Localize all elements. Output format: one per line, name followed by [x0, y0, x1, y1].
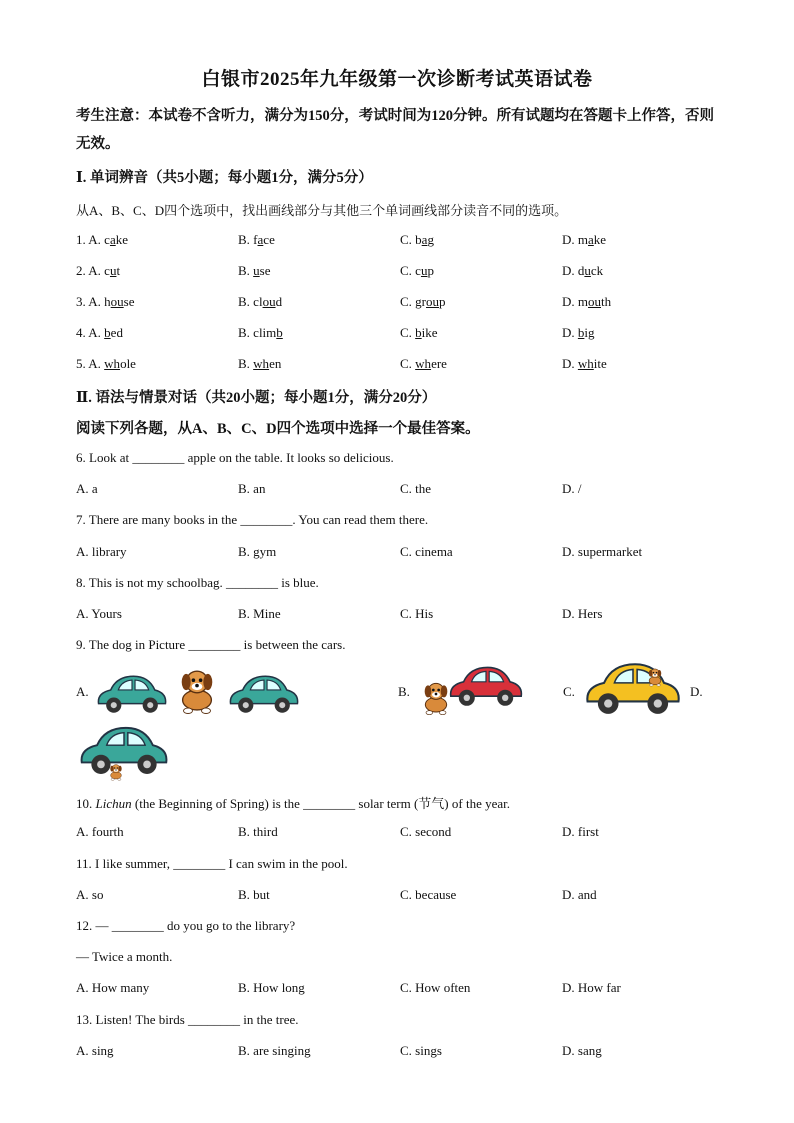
q7-option-a[interactable]: A. library [76, 544, 127, 559]
q6-option-b[interactable]: B. an [238, 481, 266, 496]
q1-option-a[interactable] [76, 232, 128, 248]
q10-option-d[interactable]: D. first [562, 824, 599, 839]
option-word: white [577, 356, 607, 371]
option-word: group [415, 294, 446, 309]
q7-stem: 7. There are many books in the ________. You can read them there. [76, 512, 429, 527]
underlined-part: a [421, 232, 428, 247]
option-letter: 4. A. [76, 325, 105, 340]
q11-option-c[interactable]: C. because [400, 887, 457, 902]
option-word: cloud [253, 294, 283, 309]
option-word: house [104, 294, 135, 309]
q9-option-c-label[interactable]: C. [563, 684, 575, 699]
option-word: bed [104, 325, 123, 340]
q7-option-b[interactable]: B. gym [238, 544, 277, 559]
q12-stem: 12. — ________ do you go to the library? [76, 918, 296, 933]
option-letter: D. [562, 263, 578, 278]
underlined-part: b [415, 325, 422, 340]
option-word: when [253, 356, 282, 371]
car-icon [94, 670, 170, 716]
underlined-part: u [253, 263, 260, 278]
option-letter: D. [562, 294, 578, 309]
q13-option-d[interactable]: D. sang [562, 1043, 602, 1058]
q5-option-c[interactable] [400, 356, 447, 372]
underlined-part: wh [577, 356, 594, 371]
q9-picture-a[interactable] [94, 664, 304, 720]
q9-option-b-label[interactable]: B. [398, 684, 410, 699]
exam-notice: 考生注意：本试卷不含听力，满分为150分，考试时间为120分钟。所有试题均在答题卡上作答，否则无效。 [76, 108, 714, 152]
q1-option-d[interactable] [562, 232, 606, 248]
underlined-part: ou [262, 294, 276, 309]
car-icon [226, 670, 302, 716]
underlined-part: b [104, 325, 111, 340]
q3-option-d[interactable] [562, 294, 611, 310]
option-letter: C. [400, 325, 416, 340]
option-word: face [253, 232, 275, 247]
option-letter: B. [238, 263, 254, 278]
option-letter: B. [238, 356, 254, 371]
section1-heading: Ⅰ. 单词辨音（共5小题；每小题1分，满分5分） [76, 170, 373, 186]
q4-option-b[interactable] [238, 325, 283, 341]
dog-icon [644, 666, 666, 688]
q12-option-a[interactable]: A. How many [76, 980, 150, 995]
q7-option-c[interactable]: C. cinema [400, 544, 453, 559]
q9-picture-d[interactable] [76, 720, 172, 782]
q9-option-d-label[interactable]: D. [690, 684, 703, 699]
option-word: use [253, 263, 271, 278]
q12-reply: — Twice a month. [76, 949, 173, 964]
underlined-part: wh [104, 356, 121, 371]
q6-option-a[interactable]: A. a [76, 481, 98, 496]
q12-option-b[interactable]: B. How long [238, 980, 305, 995]
q10-italic-term: Lichun [95, 796, 132, 811]
option-letter: C. [400, 356, 416, 371]
option-letter: 1. A. [76, 232, 105, 247]
q8-option-d[interactable]: D. Hers [562, 606, 603, 621]
option-word: make [577, 232, 607, 247]
dog-icon [416, 678, 456, 718]
q4-option-a[interactable] [76, 325, 123, 341]
option-word: whole [104, 356, 136, 371]
section1-instruction: 从A、B、C、D四个选项中，找出画线部分与其他三个单词画线部分读音不同的选项。 [76, 203, 568, 218]
car-icon [446, 660, 526, 710]
option-letter: D. [562, 232, 578, 247]
option-word: where [415, 356, 447, 371]
q3-option-c[interactable] [400, 294, 446, 310]
q13-stem: 13. Listen! The birds ________ in the tree. [76, 1012, 299, 1027]
q2-option-a[interactable] [76, 263, 120, 279]
q4-option-c[interactable] [400, 325, 438, 341]
q8-option-c[interactable]: C. His [400, 606, 434, 621]
option-word: bike [415, 325, 438, 340]
q12-option-c[interactable]: C. How often [400, 980, 471, 995]
q12-option-d[interactable]: D. How far [562, 980, 621, 995]
option-word: climb [253, 325, 283, 340]
option-word: duck [577, 263, 604, 278]
option-letter: C. [400, 232, 416, 247]
option-letter: 5. A. [76, 356, 105, 371]
dog-icon [170, 664, 224, 718]
option-word: bag [415, 232, 434, 247]
q11-stem: 11. I like summer, ________ I can swim in the pool. [76, 856, 348, 871]
option-letter: 3. A. [76, 294, 105, 309]
q10-option-c[interactable]: C. second [400, 824, 452, 839]
q9-stem: 9. The dog in Picture ________ is between the cars. [76, 637, 346, 652]
q10-option-b[interactable]: B. third [238, 824, 278, 839]
q5-option-b[interactable] [238, 356, 281, 372]
underlined-part: u [109, 263, 117, 278]
option-letter: D. [562, 325, 578, 340]
q3-option-b[interactable] [238, 294, 282, 310]
underlined-part: u [420, 263, 428, 278]
section2-heading: Ⅱ. 语法与情景对话（共20小题；每小题1分，满分20分） [76, 390, 437, 406]
q13-option-a[interactable]: A. sing [76, 1043, 114, 1058]
q8-option-a[interactable]: A. Yours [76, 606, 122, 621]
q11-option-b[interactable]: B. but [238, 887, 270, 902]
q10-stem-text: (the Beginning of Spring) is the ________ solar term (节气) of the year. [131, 796, 510, 811]
q13-option-c[interactable]: C. sings [400, 1043, 442, 1058]
underlined-part: u [584, 263, 591, 278]
underlined-part: wh [253, 356, 270, 371]
q3-option-a[interactable] [76, 294, 135, 310]
q9-option-a-label[interactable]: A. [76, 684, 89, 699]
q10-option-a[interactable]: A. fourth [76, 824, 124, 839]
underlined-part: a [109, 232, 116, 247]
underlined-part: b [276, 325, 283, 340]
dog-icon [106, 762, 126, 782]
q4-option-d[interactable] [562, 325, 595, 341]
option-letter: B. [238, 325, 254, 340]
q2-option-b[interactable] [238, 263, 271, 279]
q10-stem [76, 793, 510, 812]
underlined-part: ou [110, 294, 124, 309]
q8-option-b[interactable]: B. Mine [238, 606, 281, 621]
q10-number: 10. [76, 796, 96, 811]
q1-option-c[interactable] [400, 232, 434, 248]
q7-option-d[interactable]: D. supermarket [562, 544, 643, 559]
section2-instruction: 阅读下列各题，从A、B、C、D四个选项中选择一个最佳答案。 [76, 421, 480, 437]
q2-option-c[interactable] [400, 263, 434, 279]
q5-option-d[interactable] [562, 356, 607, 372]
q9-picture-b[interactable] [416, 660, 526, 720]
q1-option-b[interactable] [238, 232, 275, 248]
option-word: cup [415, 263, 434, 278]
underlined-part: b [577, 325, 585, 340]
option-letter: B. [238, 294, 254, 309]
option-word: big [577, 325, 595, 340]
underlined-part: ou [426, 294, 440, 309]
q6-option-d[interactable]: D. / [562, 481, 582, 496]
option-word: mouth [577, 294, 612, 309]
option-letter: D. [562, 356, 578, 371]
option-letter: C. [400, 263, 416, 278]
q6-option-c[interactable]: C. the [400, 481, 432, 496]
option-letter: C. [400, 294, 416, 309]
q8-stem: 8. This is not my schoolbag. ________ is blue. [76, 575, 319, 590]
underlined-part: ou [588, 294, 602, 309]
q9-picture-c[interactable] [580, 656, 686, 720]
underlined-part: wh [415, 356, 432, 371]
q13-option-b[interactable]: B. are singing [238, 1043, 311, 1058]
option-letter: 2. A. [76, 263, 105, 278]
underlined-part: a [257, 232, 264, 247]
option-word: cake [104, 232, 129, 247]
q11-option-d[interactable]: D. and [562, 887, 597, 902]
car-icon [580, 656, 686, 718]
exam-title: 白银市2025年九年级第一次诊断考试英语试卷 [201, 69, 593, 90]
option-word: cut [104, 263, 121, 278]
q11-option-a[interactable]: A. so [76, 887, 104, 902]
option-letter: B. [238, 232, 254, 247]
q2-option-d[interactable] [562, 263, 603, 279]
underlined-part: a [588, 232, 594, 247]
q5-option-a[interactable] [76, 356, 136, 372]
q6-stem: 6. Look at ________ apple on the table. It looks so delicious. [76, 450, 394, 465]
